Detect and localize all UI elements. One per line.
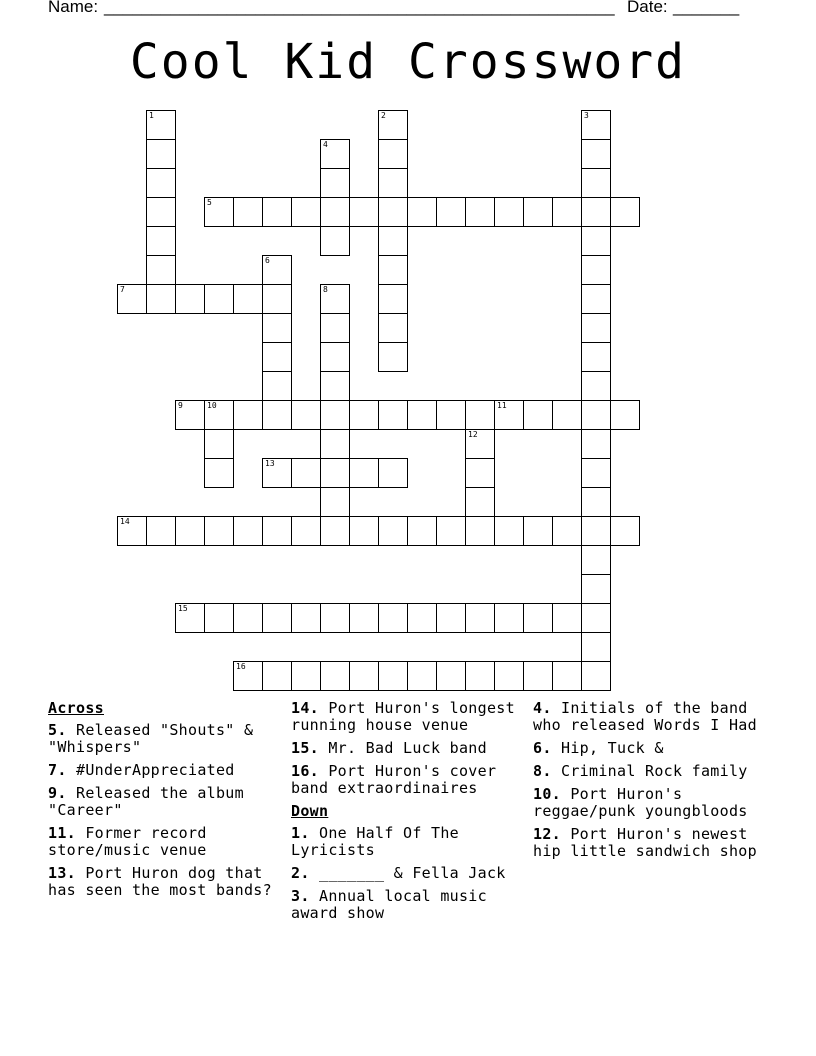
clue-text: Criminal Rock family <box>561 762 748 780</box>
cell-number: 11 <box>497 401 507 410</box>
crossword-cell[interactable] <box>494 400 524 430</box>
crossword-cell[interactable] <box>320 313 350 343</box>
crossword-cell[interactable] <box>320 429 350 459</box>
crossword-cell[interactable] <box>320 400 350 430</box>
crossword-cell[interactable] <box>581 545 611 575</box>
crossword-cell[interactable] <box>378 342 408 372</box>
clue-text: Initials of the band who released Words I Had <box>533 699 757 734</box>
clue-number: 6. <box>533 739 552 757</box>
name-field[interactable]: ______________________________________________________ <box>104 0 615 16</box>
crossword-cell[interactable] <box>291 603 321 633</box>
clue-down-1 <box>291 825 527 859</box>
crossword-cell[interactable] <box>552 516 582 546</box>
clue-down-10 <box>533 786 773 820</box>
crossword-cell[interactable] <box>581 400 611 430</box>
clue-across-16 <box>291 763 527 797</box>
clue-number: 13. <box>48 864 76 882</box>
crossword-cell[interactable] <box>146 255 176 285</box>
clues-column-2 <box>291 700 527 928</box>
crossword-cell[interactable] <box>146 284 176 314</box>
crossword-cell[interactable] <box>407 197 437 227</box>
clue-number: 12. <box>533 825 561 843</box>
crossword-cell[interactable] <box>320 487 350 517</box>
clue-text: Port Huron's newest hip little sandwich shop <box>533 825 757 860</box>
crossword-cell[interactable] <box>465 400 495 430</box>
crossword-cell[interactable] <box>436 516 466 546</box>
cell-number: 15 <box>178 604 188 613</box>
clue-across-11 <box>48 825 284 859</box>
crossword-cell[interactable] <box>581 197 611 227</box>
crossword-cell[interactable] <box>610 516 640 546</box>
cell-number: 10 <box>207 401 217 410</box>
crossword-cell[interactable] <box>581 603 611 633</box>
crossword-cell[interactable] <box>262 255 292 285</box>
crossword-cell[interactable] <box>146 139 176 169</box>
crossword-cell[interactable] <box>262 516 292 546</box>
crossword-cell[interactable] <box>581 429 611 459</box>
crossword-cell[interactable] <box>349 197 379 227</box>
crossword-cell[interactable] <box>146 226 176 256</box>
crossword-cell[interactable] <box>523 603 553 633</box>
crossword-cell[interactable] <box>320 139 350 169</box>
clue-text: Released "Shouts" & "Whispers" <box>48 721 254 756</box>
clue-text: Port Huron's longest running house venue <box>291 699 515 734</box>
crossword-cell[interactable] <box>146 168 176 198</box>
crossword-cell[interactable] <box>320 516 350 546</box>
crossword-cell[interactable] <box>581 226 611 256</box>
clue-number: 4. <box>533 699 552 717</box>
clue-text: Released the album "Career" <box>48 784 244 819</box>
crossword-cell[interactable] <box>146 110 176 140</box>
crossword-cell[interactable] <box>175 516 205 546</box>
clues-column-1 <box>48 700 284 905</box>
crossword-cell[interactable] <box>581 371 611 401</box>
crossword-cell[interactable] <box>436 197 466 227</box>
crossword-cell[interactable] <box>465 197 495 227</box>
cell-number: 4 <box>323 140 328 149</box>
crossword-cell[interactable] <box>494 603 524 633</box>
cell-number: 2 <box>381 111 386 120</box>
clue-text: Port Huron's cover band extraordinaires <box>291 762 497 797</box>
clue-text: One Half Of The Lyricists <box>291 824 459 859</box>
clue-number: 11. <box>48 824 76 842</box>
crossword-cell[interactable] <box>175 400 205 430</box>
crossword-cell[interactable] <box>581 313 611 343</box>
crossword-cell[interactable] <box>204 429 234 459</box>
clue-number: 1. <box>291 824 310 842</box>
clue-across-13 <box>48 865 284 899</box>
crossword-cell[interactable] <box>436 400 466 430</box>
crossword-cell[interactable] <box>204 603 234 633</box>
crossword-cell[interactable] <box>378 197 408 227</box>
crossword-cell[interactable] <box>320 342 350 372</box>
crossword-cell[interactable] <box>610 197 640 227</box>
crossword-cell[interactable] <box>233 284 263 314</box>
crossword-cell[interactable] <box>465 487 495 517</box>
crossword-cell[interactable] <box>465 458 495 488</box>
date-field[interactable]: _______ <box>673 0 740 16</box>
crossword-cell[interactable] <box>291 400 321 430</box>
crossword-cell[interactable] <box>262 603 292 633</box>
crossword-cell[interactable] <box>581 487 611 517</box>
crossword-cell[interactable] <box>262 661 292 691</box>
crossword-cell[interactable] <box>175 284 205 314</box>
clue-text: Port Huron's reggae/punk youngbloods <box>533 785 748 820</box>
crossword-cell[interactable] <box>552 603 582 633</box>
clue-text: _______ & Fella Jack <box>319 864 506 882</box>
down-heading: Down <box>291 802 329 820</box>
cell-number: 12 <box>468 430 478 439</box>
crossword-cell[interactable] <box>233 603 263 633</box>
crossword-cell[interactable] <box>407 603 437 633</box>
crossword-cell[interactable] <box>262 458 292 488</box>
crossword-cell[interactable] <box>581 632 611 662</box>
cell-number: 7 <box>120 285 125 294</box>
clue-text: Hip, Tuck & <box>561 739 664 757</box>
crossword-cell[interactable] <box>581 168 611 198</box>
crossword-cell[interactable] <box>465 429 495 459</box>
crossword-cell[interactable] <box>175 603 205 633</box>
crossword-cell[interactable] <box>262 197 292 227</box>
clue-down-4 <box>533 700 773 734</box>
crossword-cell[interactable] <box>465 603 495 633</box>
clue-number: 2. <box>291 864 310 882</box>
cell-number: 1 <box>149 111 154 120</box>
crossword-cell[interactable] <box>349 458 379 488</box>
crossword-cell[interactable] <box>291 516 321 546</box>
crossword-cell[interactable] <box>552 661 582 691</box>
crossword-cell[interactable] <box>581 574 611 604</box>
crossword-cell[interactable] <box>378 661 408 691</box>
crossword-cell[interactable] <box>320 458 350 488</box>
crossword-cell[interactable] <box>378 226 408 256</box>
header <box>48 0 748 19</box>
crossword-cell[interactable] <box>523 516 553 546</box>
crossword-cell[interactable] <box>523 197 553 227</box>
clue-across-9 <box>48 785 284 819</box>
clue-number: 5. <box>48 721 67 739</box>
cell-number: 16 <box>236 662 246 671</box>
crossword-cell[interactable] <box>494 661 524 691</box>
clue-text: Former record store/music venue <box>48 824 207 859</box>
cell-number: 6 <box>265 256 270 265</box>
crossword-cell[interactable] <box>378 516 408 546</box>
crossword-cell[interactable] <box>146 197 176 227</box>
crossword-cell[interactable] <box>117 516 147 546</box>
crossword-cell[interactable] <box>233 516 263 546</box>
crossword-cell[interactable] <box>552 400 582 430</box>
crossword-cell[interactable] <box>378 139 408 169</box>
date-label: Date: <box>627 0 668 16</box>
name-label: Name: <box>48 0 99 16</box>
crossword-cell[interactable] <box>581 458 611 488</box>
clue-number: 9. <box>48 784 67 802</box>
crossword-cell[interactable] <box>552 197 582 227</box>
crossword-cell[interactable] <box>610 400 640 430</box>
crossword-cell[interactable] <box>349 661 379 691</box>
clues-column-3 <box>533 700 773 866</box>
crossword-cell[interactable] <box>407 516 437 546</box>
crossword-cell[interactable] <box>262 284 292 314</box>
crossword-cell[interactable] <box>204 400 234 430</box>
crossword-cell[interactable] <box>204 197 234 227</box>
crossword-cell[interactable] <box>262 400 292 430</box>
crossword-cell[interactable] <box>262 313 292 343</box>
crossword-cell[interactable] <box>407 400 437 430</box>
crossword-cell[interactable] <box>436 661 466 691</box>
crossword-cell[interactable] <box>320 603 350 633</box>
clue-down-3 <box>291 888 527 922</box>
crossword-cell[interactable] <box>262 371 292 401</box>
crossword-cell[interactable] <box>233 197 263 227</box>
clue-number: 3. <box>291 887 310 905</box>
clue-number: 15. <box>291 739 319 757</box>
crossword-cell[interactable] <box>494 516 524 546</box>
crossword-cell[interactable] <box>262 342 292 372</box>
crossword-cell[interactable] <box>349 516 379 546</box>
crossword-cell[interactable] <box>291 458 321 488</box>
crossword-cell[interactable] <box>407 661 437 691</box>
crossword-cell[interactable] <box>378 110 408 140</box>
clue-text: Annual local music award show <box>291 887 487 922</box>
cell-number: 13 <box>265 459 275 468</box>
crossword-cell[interactable] <box>320 284 350 314</box>
clue-number: 7. <box>48 761 67 779</box>
clue-number: 8. <box>533 762 552 780</box>
crossword-cell[interactable] <box>378 168 408 198</box>
crossword-cell[interactable] <box>465 661 495 691</box>
cell-number: 5 <box>207 198 212 207</box>
clue-across-5 <box>48 722 284 756</box>
crossword-cell[interactable] <box>378 603 408 633</box>
crossword-cell[interactable] <box>349 400 379 430</box>
page-title: Cool Kid Crossword <box>129 34 687 90</box>
clue-across-7 <box>48 762 284 779</box>
crossword-cell[interactable] <box>320 226 350 256</box>
crossword-cell[interactable] <box>581 661 611 691</box>
crossword-cell[interactable] <box>378 255 408 285</box>
cell-number: 14 <box>120 517 130 526</box>
crossword-cell[interactable] <box>233 661 263 691</box>
clue-across-14 <box>291 700 527 734</box>
crossword-cell[interactable] <box>523 661 553 691</box>
crossword-cell[interactable] <box>146 516 176 546</box>
crossword-cell[interactable] <box>581 139 611 169</box>
crossword-cell[interactable] <box>378 284 408 314</box>
crossword-cell[interactable] <box>349 603 379 633</box>
crossword-cell[interactable] <box>494 197 524 227</box>
crossword-cell[interactable] <box>117 284 147 314</box>
clue-text: Mr. Bad Luck band <box>328 739 487 757</box>
crossword-cell[interactable] <box>320 661 350 691</box>
clue-text: #UnderAppreciated <box>76 761 235 779</box>
crossword-cell[interactable] <box>465 516 495 546</box>
clue-number: 10. <box>533 785 561 803</box>
clue-down-2 <box>291 865 527 882</box>
crossword-cell[interactable] <box>436 603 466 633</box>
across-heading: Across <box>48 699 104 717</box>
clue-down-12 <box>533 826 773 860</box>
crossword-cell[interactable] <box>204 284 234 314</box>
crossword-cell[interactable] <box>233 400 263 430</box>
clue-number: 14. <box>291 699 319 717</box>
clue-number: 16. <box>291 762 319 780</box>
cell-number: 8 <box>323 285 328 294</box>
crossword-cell[interactable] <box>291 661 321 691</box>
crossword-cell[interactable] <box>378 400 408 430</box>
crossword-cell[interactable] <box>320 168 350 198</box>
crossword-cell[interactable] <box>204 516 234 546</box>
crossword-cell[interactable] <box>320 371 350 401</box>
crossword-cell[interactable] <box>581 255 611 285</box>
crossword-cell[interactable] <box>581 110 611 140</box>
crossword-cell[interactable] <box>581 516 611 546</box>
clue-down-6 <box>533 740 773 757</box>
crossword-cell[interactable] <box>581 284 611 314</box>
crossword-cell[interactable] <box>291 197 321 227</box>
crossword-cell[interactable] <box>320 197 350 227</box>
crossword-cell[interactable] <box>378 458 408 488</box>
clue-text: Port Huron dog that has seen the most bands? <box>48 864 272 899</box>
cell-number: 9 <box>178 401 183 410</box>
crossword-cell[interactable] <box>523 400 553 430</box>
crossword-cell[interactable] <box>581 342 611 372</box>
crossword-cell[interactable] <box>378 313 408 343</box>
clue-across-15 <box>291 740 527 757</box>
clue-down-8 <box>533 763 773 780</box>
crossword-cell[interactable] <box>204 458 234 488</box>
cell-number: 3 <box>584 111 589 120</box>
